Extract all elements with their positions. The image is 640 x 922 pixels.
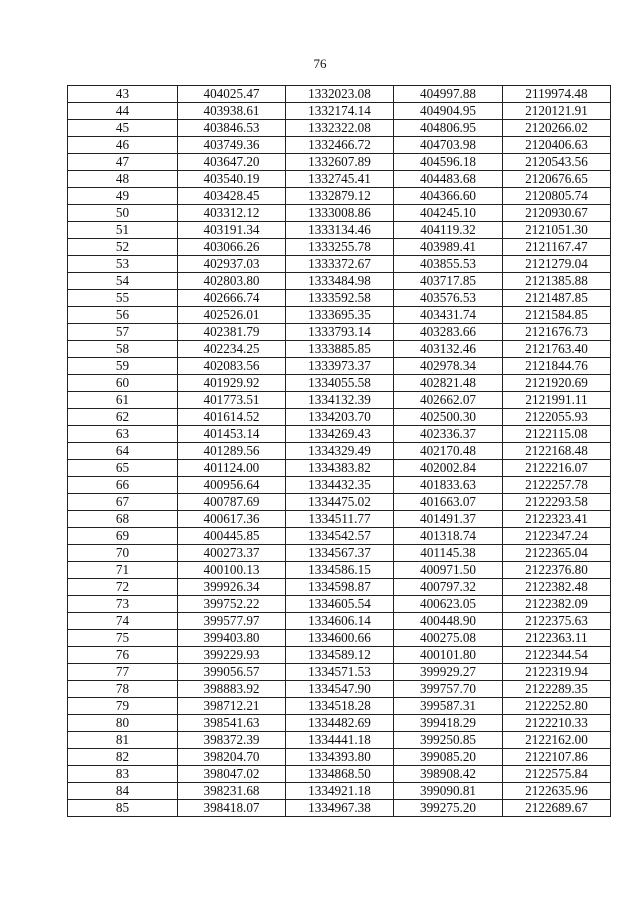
y2-cell: 2121920.69 bbox=[503, 375, 611, 392]
x2-cell: 403855.53 bbox=[394, 256, 503, 273]
x2-cell: 400101.80 bbox=[394, 647, 503, 664]
table-row bbox=[68, 307, 611, 324]
x2-cell: 404366.60 bbox=[394, 188, 503, 205]
x1-cell: 398231.68 bbox=[178, 783, 286, 800]
x1-cell: 403191.34 bbox=[178, 222, 286, 239]
point-number-cell: 79 bbox=[68, 698, 178, 715]
y1-cell: 1334055.58 bbox=[286, 375, 394, 392]
y1-cell: 1334132.39 bbox=[286, 392, 394, 409]
y2-cell: 2122257.78 bbox=[503, 477, 611, 494]
y1-cell: 1334598.87 bbox=[286, 579, 394, 596]
x1-cell: 399577.97 bbox=[178, 613, 286, 630]
point-number-cell: 76 bbox=[68, 647, 178, 664]
point-number-cell: 73 bbox=[68, 596, 178, 613]
y1-cell: 1334511.77 bbox=[286, 511, 394, 528]
table-row bbox=[68, 409, 611, 426]
y2-cell: 2120676.65 bbox=[503, 171, 611, 188]
point-number-cell: 82 bbox=[68, 749, 178, 766]
y1-cell: 1334868.50 bbox=[286, 766, 394, 783]
table-row bbox=[68, 256, 611, 273]
table-row bbox=[68, 749, 611, 766]
point-number-cell: 56 bbox=[68, 307, 178, 324]
x2-cell: 404596.18 bbox=[394, 154, 503, 171]
point-number-cell: 65 bbox=[68, 460, 178, 477]
y1-cell: 1334547.90 bbox=[286, 681, 394, 698]
y1-cell: 1332607.89 bbox=[286, 154, 394, 171]
x2-cell: 399250.85 bbox=[394, 732, 503, 749]
point-number-cell: 84 bbox=[68, 783, 178, 800]
x1-cell: 399403.80 bbox=[178, 630, 286, 647]
point-number-cell: 70 bbox=[68, 545, 178, 562]
y1-cell: 1334269.43 bbox=[286, 426, 394, 443]
y2-cell: 2122107.86 bbox=[503, 749, 611, 766]
y2-cell: 2122689.67 bbox=[503, 800, 611, 817]
y2-cell: 2122216.07 bbox=[503, 460, 611, 477]
x2-cell: 402336.37 bbox=[394, 426, 503, 443]
x1-cell: 403066.26 bbox=[178, 239, 286, 256]
x1-cell: 401453.14 bbox=[178, 426, 286, 443]
x1-cell: 401773.51 bbox=[178, 392, 286, 409]
y2-cell: 2122319.94 bbox=[503, 664, 611, 681]
y2-cell: 2122162.00 bbox=[503, 732, 611, 749]
y1-cell: 1334589.12 bbox=[286, 647, 394, 664]
x1-cell: 400445.85 bbox=[178, 528, 286, 545]
y2-cell: 2122252.80 bbox=[503, 698, 611, 715]
table-row bbox=[68, 511, 611, 528]
x2-cell: 399275.20 bbox=[394, 800, 503, 817]
x2-cell: 403283.66 bbox=[394, 324, 503, 341]
y2-cell: 2121763.40 bbox=[503, 341, 611, 358]
point-number-cell: 83 bbox=[68, 766, 178, 783]
table-row bbox=[68, 222, 611, 239]
y2-cell: 2121991.11 bbox=[503, 392, 611, 409]
y1-cell: 1334571.53 bbox=[286, 664, 394, 681]
y1-cell: 1334441.18 bbox=[286, 732, 394, 749]
point-number-cell: 51 bbox=[68, 222, 178, 239]
x1-cell: 403938.61 bbox=[178, 103, 286, 120]
point-number-cell: 57 bbox=[68, 324, 178, 341]
point-number-cell: 77 bbox=[68, 664, 178, 681]
y2-cell: 2122382.09 bbox=[503, 596, 611, 613]
y2-cell: 2122210.33 bbox=[503, 715, 611, 732]
x1-cell: 398372.39 bbox=[178, 732, 286, 749]
x2-cell: 401145.38 bbox=[394, 545, 503, 562]
coordinates-table bbox=[67, 85, 611, 817]
y1-cell: 1332023.08 bbox=[286, 86, 394, 103]
x2-cell: 404483.68 bbox=[394, 171, 503, 188]
x2-cell: 400275.08 bbox=[394, 630, 503, 647]
x1-cell: 399229.93 bbox=[178, 647, 286, 664]
table-row bbox=[68, 783, 611, 800]
point-number-cell: 50 bbox=[68, 205, 178, 222]
point-number-cell: 53 bbox=[68, 256, 178, 273]
point-number-cell: 78 bbox=[68, 681, 178, 698]
y1-cell: 1333255.78 bbox=[286, 239, 394, 256]
y2-cell: 2121385.88 bbox=[503, 273, 611, 290]
x2-cell: 402978.34 bbox=[394, 358, 503, 375]
x1-cell: 398883.92 bbox=[178, 681, 286, 698]
y1-cell: 1334542.57 bbox=[286, 528, 394, 545]
y2-cell: 2120266.02 bbox=[503, 120, 611, 137]
x2-cell: 402170.48 bbox=[394, 443, 503, 460]
y1-cell: 1333484.98 bbox=[286, 273, 394, 290]
y2-cell: 2122323.41 bbox=[503, 511, 611, 528]
y2-cell: 2122289.35 bbox=[503, 681, 611, 698]
point-number-cell: 47 bbox=[68, 154, 178, 171]
x2-cell: 401833.63 bbox=[394, 477, 503, 494]
table-row bbox=[68, 715, 611, 732]
y1-cell: 1333793.14 bbox=[286, 324, 394, 341]
table-row bbox=[68, 647, 611, 664]
x2-cell: 400971.50 bbox=[394, 562, 503, 579]
y2-cell: 2121167.47 bbox=[503, 239, 611, 256]
x1-cell: 402526.01 bbox=[178, 307, 286, 324]
x2-cell: 402821.48 bbox=[394, 375, 503, 392]
x1-cell: 400617.36 bbox=[178, 511, 286, 528]
point-number-cell: 52 bbox=[68, 239, 178, 256]
y1-cell: 1334482.69 bbox=[286, 715, 394, 732]
table-row bbox=[68, 766, 611, 783]
x1-cell: 400956.64 bbox=[178, 477, 286, 494]
y1-cell: 1334329.49 bbox=[286, 443, 394, 460]
y2-cell: 2122635.96 bbox=[503, 783, 611, 800]
point-number-cell: 64 bbox=[68, 443, 178, 460]
point-number-cell: 58 bbox=[68, 341, 178, 358]
y1-cell: 1334605.54 bbox=[286, 596, 394, 613]
table-row bbox=[68, 698, 611, 715]
y1-cell: 1333134.46 bbox=[286, 222, 394, 239]
table-row bbox=[68, 239, 611, 256]
y2-cell: 2122363.11 bbox=[503, 630, 611, 647]
x2-cell: 401318.74 bbox=[394, 528, 503, 545]
table-row bbox=[68, 562, 611, 579]
point-number-cell: 68 bbox=[68, 511, 178, 528]
y1-cell: 1334432.35 bbox=[286, 477, 394, 494]
table-row bbox=[68, 341, 611, 358]
x1-cell: 401614.52 bbox=[178, 409, 286, 426]
x2-cell: 398908.42 bbox=[394, 766, 503, 783]
table-row bbox=[68, 732, 611, 749]
y2-cell: 2122168.48 bbox=[503, 443, 611, 460]
y1-cell: 1334967.38 bbox=[286, 800, 394, 817]
x1-cell: 402381.79 bbox=[178, 324, 286, 341]
y1-cell: 1334475.02 bbox=[286, 494, 394, 511]
x1-cell: 399926.34 bbox=[178, 579, 286, 596]
table-row bbox=[68, 681, 611, 698]
x2-cell: 402002.84 bbox=[394, 460, 503, 477]
x1-cell: 403846.53 bbox=[178, 120, 286, 137]
y2-cell: 2120406.63 bbox=[503, 137, 611, 154]
y2-cell: 2119974.48 bbox=[503, 86, 611, 103]
x1-cell: 400100.13 bbox=[178, 562, 286, 579]
table-row bbox=[68, 171, 611, 188]
y2-cell: 2121844.76 bbox=[503, 358, 611, 375]
x1-cell: 399752.22 bbox=[178, 596, 286, 613]
x2-cell: 400797.32 bbox=[394, 579, 503, 596]
point-number-cell: 43 bbox=[68, 86, 178, 103]
point-number-cell: 74 bbox=[68, 613, 178, 630]
table-row bbox=[68, 86, 611, 103]
y2-cell: 2122055.93 bbox=[503, 409, 611, 426]
x2-cell: 403717.85 bbox=[394, 273, 503, 290]
point-number-cell: 80 bbox=[68, 715, 178, 732]
table-row bbox=[68, 630, 611, 647]
point-number-cell: 49 bbox=[68, 188, 178, 205]
point-number-cell: 62 bbox=[68, 409, 178, 426]
x2-cell: 403431.74 bbox=[394, 307, 503, 324]
x1-cell: 399056.57 bbox=[178, 664, 286, 681]
y2-cell: 2122293.58 bbox=[503, 494, 611, 511]
x2-cell: 399418.29 bbox=[394, 715, 503, 732]
y1-cell: 1332322.08 bbox=[286, 120, 394, 137]
y2-cell: 2122375.63 bbox=[503, 613, 611, 630]
y1-cell: 1333372.67 bbox=[286, 256, 394, 273]
x1-cell: 401124.00 bbox=[178, 460, 286, 477]
y1-cell: 1334383.82 bbox=[286, 460, 394, 477]
x2-cell: 399587.31 bbox=[394, 698, 503, 715]
point-number-cell: 54 bbox=[68, 273, 178, 290]
y1-cell: 1333885.85 bbox=[286, 341, 394, 358]
table-row bbox=[68, 188, 611, 205]
x1-cell: 402666.74 bbox=[178, 290, 286, 307]
table-row bbox=[68, 613, 611, 630]
y1-cell: 1333592.58 bbox=[286, 290, 394, 307]
table-row bbox=[68, 290, 611, 307]
y2-cell: 2122115.08 bbox=[503, 426, 611, 443]
y1-cell: 1333008.86 bbox=[286, 205, 394, 222]
x2-cell: 399757.70 bbox=[394, 681, 503, 698]
x1-cell: 398541.63 bbox=[178, 715, 286, 732]
x1-cell: 401929.92 bbox=[178, 375, 286, 392]
x2-cell: 403132.46 bbox=[394, 341, 503, 358]
x2-cell: 402500.30 bbox=[394, 409, 503, 426]
point-number-cell: 66 bbox=[68, 477, 178, 494]
x1-cell: 403647.20 bbox=[178, 154, 286, 171]
y2-cell: 2122376.80 bbox=[503, 562, 611, 579]
y2-cell: 2120930.67 bbox=[503, 205, 611, 222]
y1-cell: 1334606.14 bbox=[286, 613, 394, 630]
y2-cell: 2122365.04 bbox=[503, 545, 611, 562]
x2-cell: 401491.37 bbox=[394, 511, 503, 528]
x2-cell: 403989.41 bbox=[394, 239, 503, 256]
x1-cell: 403312.12 bbox=[178, 205, 286, 222]
x1-cell: 398712.21 bbox=[178, 698, 286, 715]
table-row bbox=[68, 426, 611, 443]
x1-cell: 402803.80 bbox=[178, 273, 286, 290]
point-number-cell: 67 bbox=[68, 494, 178, 511]
y1-cell: 1332879.12 bbox=[286, 188, 394, 205]
x2-cell: 404703.98 bbox=[394, 137, 503, 154]
table-row bbox=[68, 596, 611, 613]
y1-cell: 1332466.72 bbox=[286, 137, 394, 154]
y2-cell: 2121584.85 bbox=[503, 307, 611, 324]
table-row bbox=[68, 137, 611, 154]
table-row bbox=[68, 477, 611, 494]
y1-cell: 1332174.14 bbox=[286, 103, 394, 120]
y2-cell: 2122347.24 bbox=[503, 528, 611, 545]
x1-cell: 402234.25 bbox=[178, 341, 286, 358]
x2-cell: 400623.05 bbox=[394, 596, 503, 613]
x2-cell: 404119.32 bbox=[394, 222, 503, 239]
table-row bbox=[68, 664, 611, 681]
table-row bbox=[68, 324, 611, 341]
x2-cell: 399090.81 bbox=[394, 783, 503, 800]
x2-cell: 400448.90 bbox=[394, 613, 503, 630]
point-number-cell: 81 bbox=[68, 732, 178, 749]
x1-cell: 400787.69 bbox=[178, 494, 286, 511]
table-row bbox=[68, 375, 611, 392]
point-number-cell: 48 bbox=[68, 171, 178, 188]
x2-cell: 404997.88 bbox=[394, 86, 503, 103]
table-row bbox=[68, 103, 611, 120]
y2-cell: 2121279.04 bbox=[503, 256, 611, 273]
x2-cell: 403576.53 bbox=[394, 290, 503, 307]
table-row bbox=[68, 545, 611, 562]
table-row bbox=[68, 358, 611, 375]
x1-cell: 404025.47 bbox=[178, 86, 286, 103]
x2-cell: 401663.07 bbox=[394, 494, 503, 511]
table-row bbox=[68, 205, 611, 222]
x2-cell: 399929.27 bbox=[394, 664, 503, 681]
y2-cell: 2122382.48 bbox=[503, 579, 611, 596]
y2-cell: 2120543.56 bbox=[503, 154, 611, 171]
table-row bbox=[68, 120, 611, 137]
point-number-cell: 63 bbox=[68, 426, 178, 443]
y1-cell: 1334393.80 bbox=[286, 749, 394, 766]
y2-cell: 2121676.73 bbox=[503, 324, 611, 341]
x1-cell: 402937.03 bbox=[178, 256, 286, 273]
point-number-cell: 44 bbox=[68, 103, 178, 120]
x1-cell: 403428.45 bbox=[178, 188, 286, 205]
x2-cell: 399085.20 bbox=[394, 749, 503, 766]
x2-cell: 404245.10 bbox=[394, 205, 503, 222]
y1-cell: 1334203.70 bbox=[286, 409, 394, 426]
x1-cell: 403749.36 bbox=[178, 137, 286, 154]
y1-cell: 1333695.35 bbox=[286, 307, 394, 324]
table-row bbox=[68, 494, 611, 511]
y1-cell: 1334921.18 bbox=[286, 783, 394, 800]
table-row bbox=[68, 443, 611, 460]
table-row bbox=[68, 273, 611, 290]
point-number-cell: 61 bbox=[68, 392, 178, 409]
x1-cell: 402083.56 bbox=[178, 358, 286, 375]
table-row bbox=[68, 154, 611, 171]
point-number-cell: 69 bbox=[68, 528, 178, 545]
x1-cell: 401289.56 bbox=[178, 443, 286, 460]
y2-cell: 2122344.54 bbox=[503, 647, 611, 664]
point-number-cell: 59 bbox=[68, 358, 178, 375]
page-number: 76 bbox=[313, 56, 327, 71]
point-number-cell: 75 bbox=[68, 630, 178, 647]
x1-cell: 398418.07 bbox=[178, 800, 286, 817]
table-row bbox=[68, 800, 611, 817]
y1-cell: 1334586.15 bbox=[286, 562, 394, 579]
y1-cell: 1334600.66 bbox=[286, 630, 394, 647]
x1-cell: 400273.37 bbox=[178, 545, 286, 562]
point-number-cell: 72 bbox=[68, 579, 178, 596]
x1-cell: 398047.02 bbox=[178, 766, 286, 783]
point-number-cell: 71 bbox=[68, 562, 178, 579]
x1-cell: 398204.70 bbox=[178, 749, 286, 766]
y1-cell: 1332745.41 bbox=[286, 171, 394, 188]
x2-cell: 404904.95 bbox=[394, 103, 503, 120]
point-number-cell: 45 bbox=[68, 120, 178, 137]
y2-cell: 2120805.74 bbox=[503, 188, 611, 205]
point-number-cell: 60 bbox=[68, 375, 178, 392]
y2-cell: 2121051.30 bbox=[503, 222, 611, 239]
table-row bbox=[68, 392, 611, 409]
y1-cell: 1333973.37 bbox=[286, 358, 394, 375]
point-number-cell: 55 bbox=[68, 290, 178, 307]
point-number-cell: 85 bbox=[68, 800, 178, 817]
y1-cell: 1334518.28 bbox=[286, 698, 394, 715]
point-number-cell: 46 bbox=[68, 137, 178, 154]
table-row bbox=[68, 579, 611, 596]
x2-cell: 404806.95 bbox=[394, 120, 503, 137]
y1-cell: 1334567.37 bbox=[286, 545, 394, 562]
coordinates-table-body bbox=[68, 86, 611, 817]
y2-cell: 2122575.84 bbox=[503, 766, 611, 783]
table-row bbox=[68, 460, 611, 477]
table-row bbox=[68, 528, 611, 545]
y2-cell: 2121487.85 bbox=[503, 290, 611, 307]
x2-cell: 402662.07 bbox=[394, 392, 503, 409]
y2-cell: 2120121.91 bbox=[503, 103, 611, 120]
x1-cell: 403540.19 bbox=[178, 171, 286, 188]
